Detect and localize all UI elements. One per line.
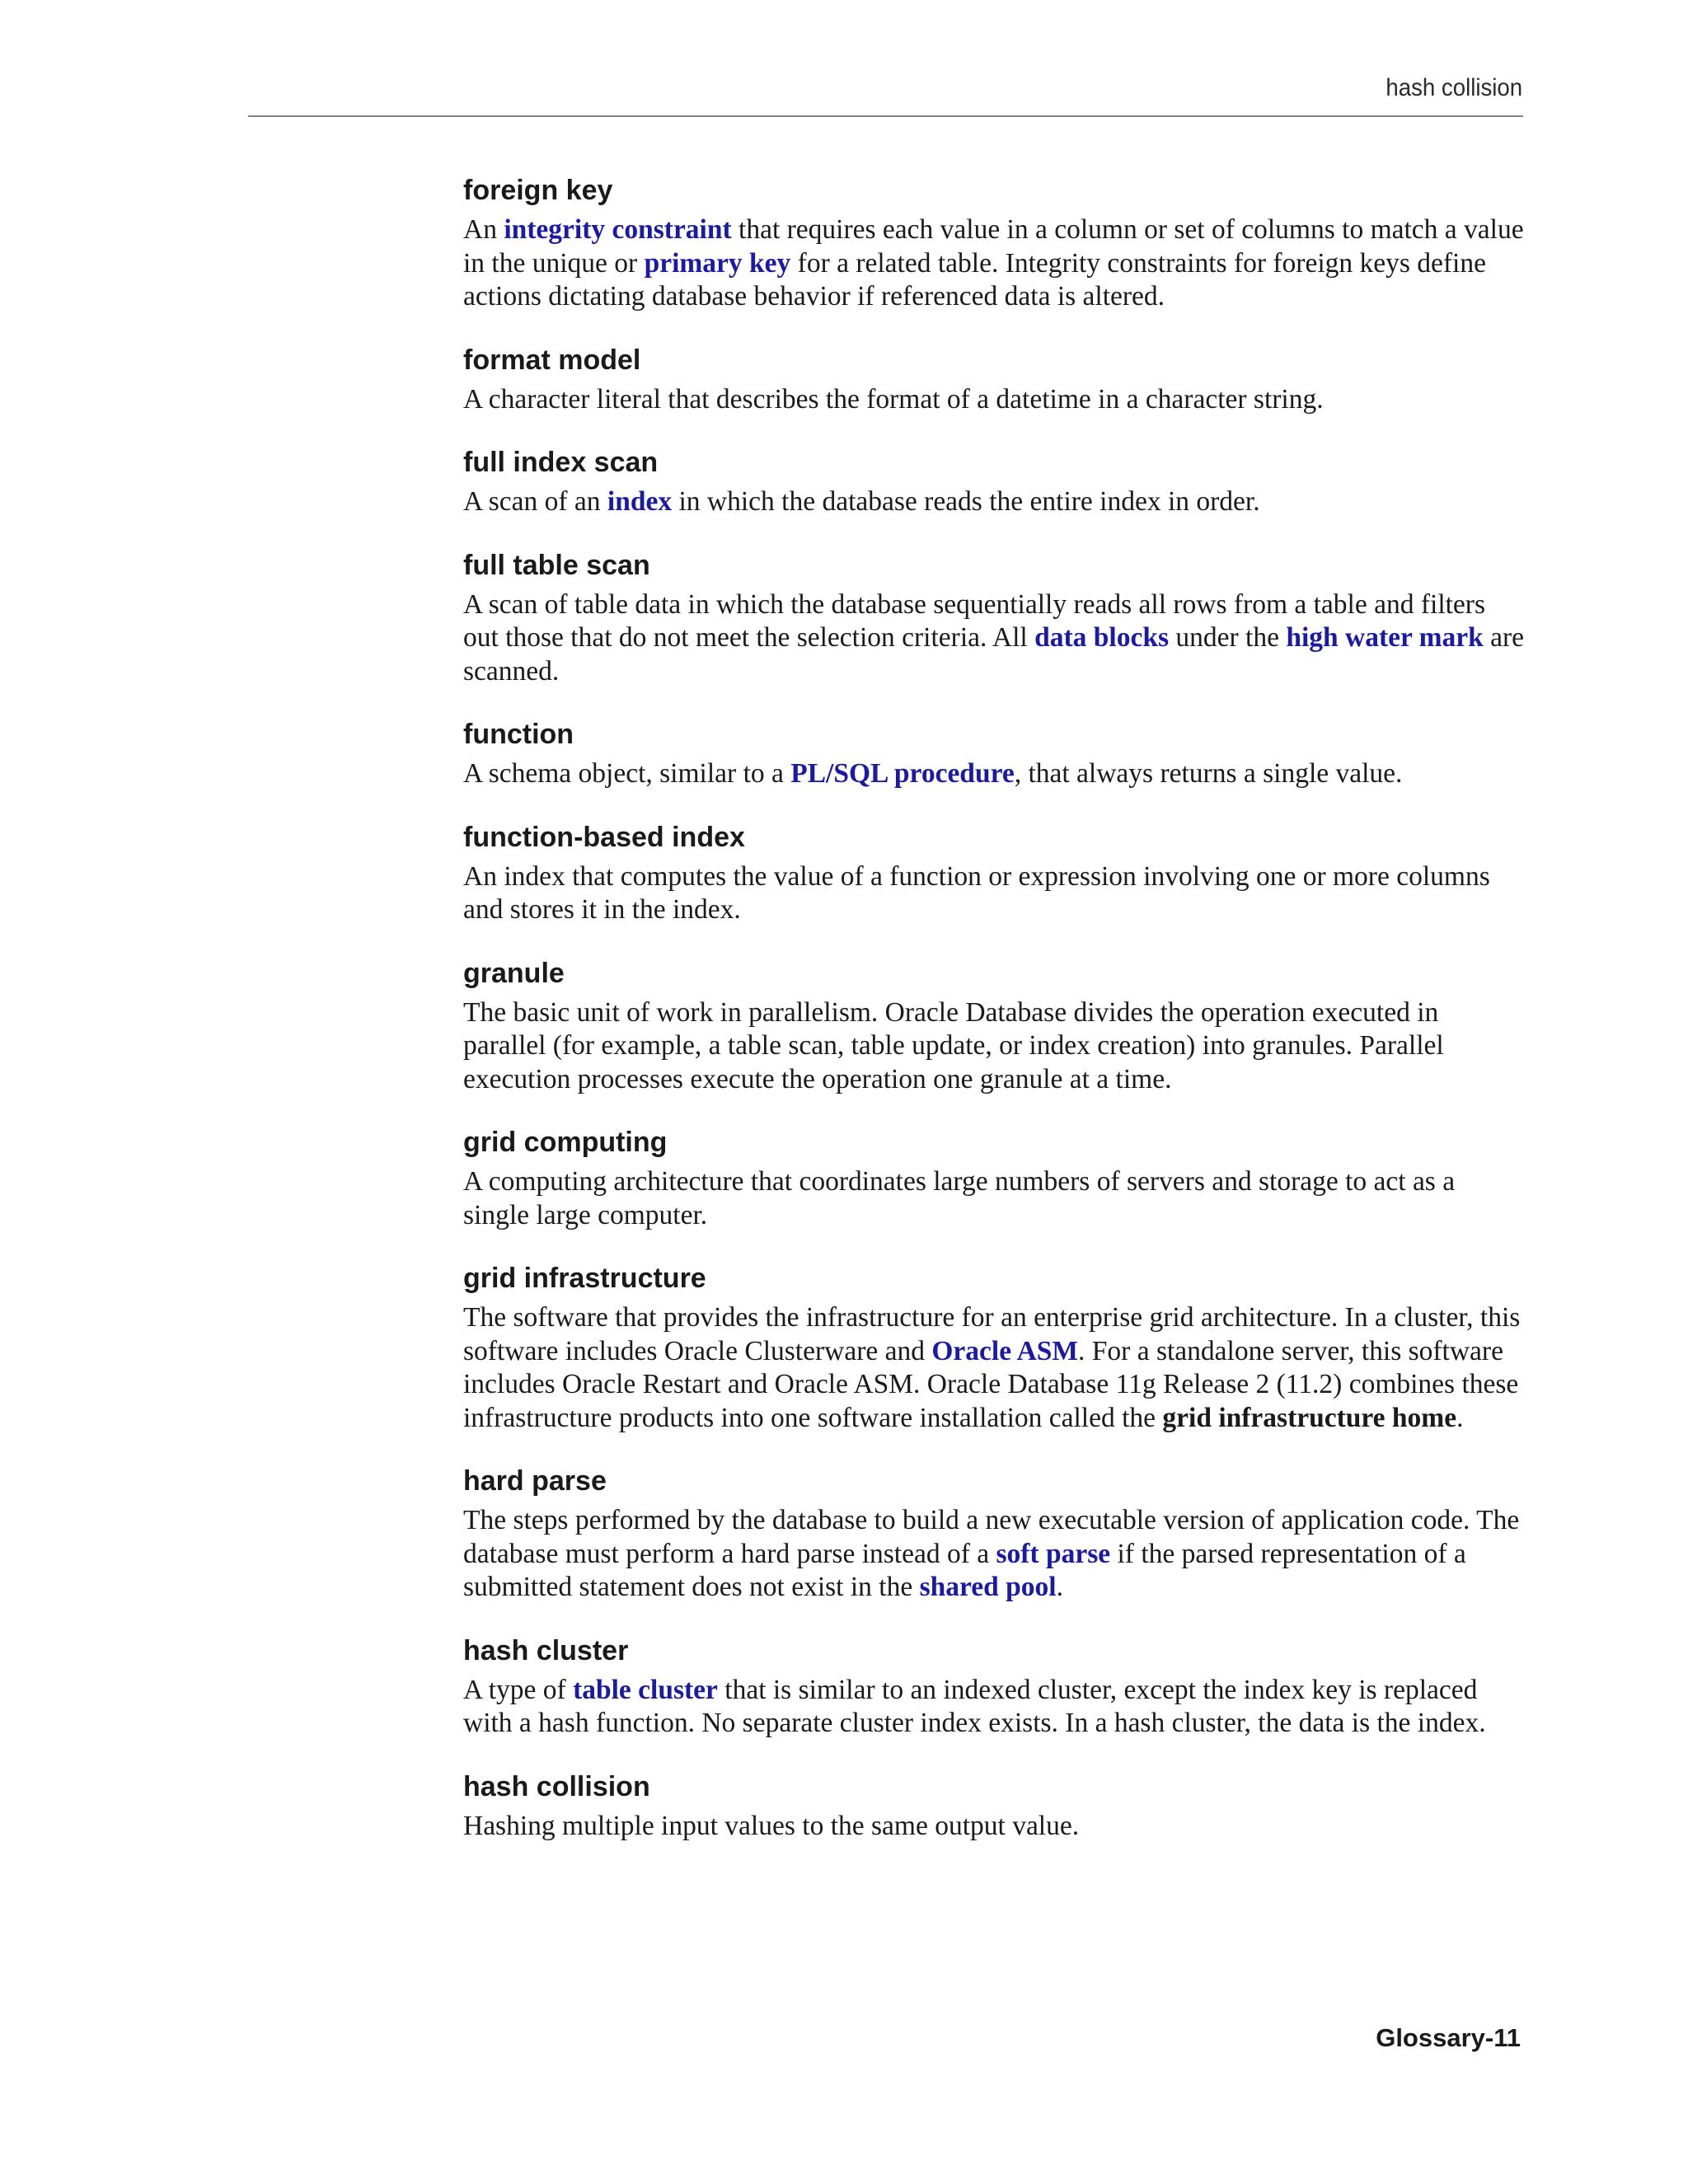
glossary-definition (463, 588, 1526, 689)
definition-text: A scan of an (463, 486, 607, 517)
definition-text: , that always returns a single value. (1014, 758, 1403, 789)
glossary-entry (463, 1629, 1526, 1741)
glossary-definition (463, 1165, 1526, 1232)
glossary-term: full table scan (463, 549, 650, 581)
definition-text: A character literal that describes the format of a datetime in a character string. (463, 383, 1324, 415)
definition-text: that is similar to an indexed cluster, except the index key is replaced with a hash function. No separate cluster index exists. In a hash cluster, the data is the index. (463, 1674, 1486, 1738)
glossary-definition (463, 1504, 1526, 1605)
glossary-entry (463, 1121, 1526, 1232)
glossary-term: grid infrastructure (463, 1263, 706, 1294)
glossary-term: foreign key (463, 175, 613, 206)
definition-text: in which the database reads the entire index in order. (672, 486, 1260, 517)
definition-text: . (1056, 1572, 1063, 1602)
definition-text: An (463, 214, 504, 245)
glossary-term: full index scan (463, 447, 659, 478)
cross-reference-link[interactable]: data blocks (1034, 622, 1169, 653)
definition-text: . (1456, 1402, 1464, 1433)
definition-text: A type of (463, 1674, 574, 1705)
glossary-term: hash cluster (463, 1634, 629, 1666)
glossary-entry (463, 952, 1526, 1097)
cross-reference-link[interactable]: Oracle ASM (931, 1335, 1079, 1366)
glossary-definition (463, 213, 1526, 314)
cross-reference-link[interactable]: high water mark (1286, 622, 1484, 653)
glossary-entry (463, 1765, 1526, 1844)
glossary-entry (463, 169, 1526, 314)
definition-text: . For a standalone server, this software includes Oracle Restart and Oracle ASM. Oracle Database 11g Release 2 (11.2) combines these infrastructure products into one software installation called the (463, 1335, 1519, 1433)
glossary-entry (463, 816, 1526, 927)
glossary-term: hard parse (463, 1465, 607, 1497)
definition-text: The steps performed by the database to build a new executable version of application code. The database must perform a hard parse instead of a (463, 1505, 1520, 1569)
glossary-entry (463, 713, 1526, 791)
definition-text: under the (1168, 622, 1287, 653)
definition-text: are scanned. (463, 622, 1525, 687)
glossary-entry (463, 1460, 1526, 1605)
glossary-definition (463, 757, 1526, 791)
page-number: Glossary-11 (1376, 2023, 1521, 2052)
definition-text: An index that computes the value of a function or expression involving one or more columns and stores it in the index. (463, 860, 1490, 925)
glossary-term: format model (463, 344, 641, 376)
glossary-definition (463, 996, 1526, 1097)
definition-text: Hashing multiple input values to the same output value. (463, 1810, 1080, 1841)
cross-reference-link[interactable]: integrity constraint (504, 214, 732, 245)
emphasized-term: grid infrastructure home (1162, 1402, 1457, 1433)
cross-reference-link[interactable]: table cluster (573, 1674, 718, 1705)
glossary-term: function (463, 719, 574, 750)
definition-text: The software that provides the infrastructure for an enterprise grid architecture. In a cluster, this software includes Oracle Clusterware and (463, 1302, 1521, 1366)
glossary-term: hash collision (463, 1770, 650, 1802)
glossary-list (463, 169, 1526, 1868)
glossary-entry (463, 544, 1526, 689)
glossary-term: granule (463, 957, 565, 989)
definition-text: for a related table. Integrity constraints for foreign keys define actions dictating database behavior if referenced data is altered. (463, 247, 1486, 312)
definition-text: A schema object, similar to a (463, 758, 791, 789)
cross-reference-link[interactable]: primary key (644, 247, 791, 279)
glossary-definition (463, 1301, 1526, 1435)
definition-text: A scan of table data in which the database sequentially reads all rows from a table and filters out those that do not meet the selection criteria. All (463, 588, 1485, 653)
cross-reference-link[interactable]: index (607, 486, 673, 517)
glossary-definition (463, 485, 1526, 519)
glossary-term: function-based index (463, 821, 745, 853)
cross-reference-link[interactable]: PL/SQL procedure (790, 758, 1015, 789)
header-divider (248, 115, 1523, 117)
glossary-definition (463, 1674, 1526, 1741)
definition-text: that requires each value in a column or set of columns to match a value in the unique or (463, 214, 1524, 279)
definition-text: if the parsed representation of a submitted statement does not exist in the (463, 1538, 1466, 1602)
glossary-definition (463, 860, 1526, 927)
cross-reference-link[interactable]: soft parse (996, 1538, 1111, 1569)
running-header: hash collision (1386, 74, 1522, 101)
definition-text: A computing architecture that coordinates large numbers of servers and storage to act as a single large computer. (463, 1166, 1456, 1230)
definition-text: The basic unit of work in parallelism. Oracle Database divides the operation executed in parallel (for example, a table scan, table update, or index creation) into granules. Parallel execution processes execute the operation one granule at a time. (463, 996, 1444, 1094)
glossary-entry (463, 339, 1526, 417)
glossary-definition (463, 1810, 1526, 1844)
cross-reference-link[interactable]: shared pool (919, 1572, 1057, 1602)
glossary-entry (463, 1257, 1526, 1435)
glossary-definition (463, 383, 1526, 417)
glossary-term: grid computing (463, 1127, 668, 1158)
glossary-entry (463, 441, 1526, 519)
